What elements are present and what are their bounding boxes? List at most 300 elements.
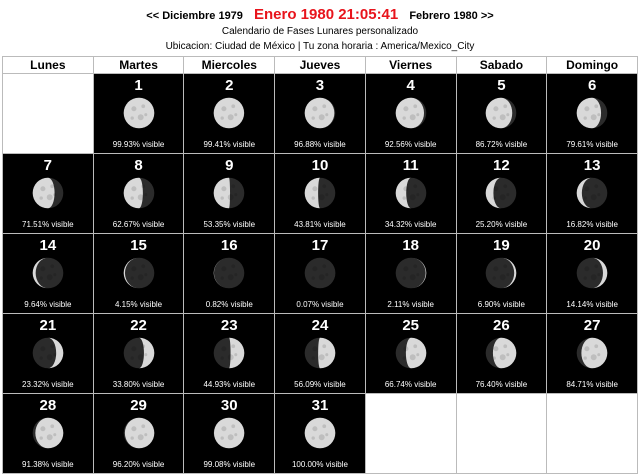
day-cell[interactable]: [275, 394, 366, 474]
moon-crater: [40, 266, 45, 271]
moon-crater: [409, 274, 415, 280]
visibility-percent: 79.61% visible: [566, 140, 618, 149]
visibility-percent: 91.38% visible: [22, 460, 74, 469]
moon-lit-portion: [305, 178, 320, 209]
day-number: 23: [220, 317, 238, 334]
day-number: 24: [311, 317, 329, 334]
moon-crater: [131, 266, 136, 271]
day-number: 4: [406, 77, 415, 94]
moon-phase-icon: [575, 256, 609, 290]
day-number: 31: [311, 397, 329, 414]
moon-crater: [221, 276, 224, 279]
moon-crater: [222, 266, 227, 271]
moon-crater: [322, 264, 326, 268]
moon-crater: [40, 186, 45, 191]
moon-phase-icon: [31, 416, 65, 450]
day-cell[interactable]: [547, 74, 638, 154]
moon-crater: [591, 354, 597, 360]
weekday-thursday: Jueves: [275, 57, 366, 74]
moon-crater: [319, 114, 325, 120]
moon-phase-icon: [122, 256, 156, 290]
moon-crater: [47, 354, 53, 360]
moon-crater: [235, 113, 238, 116]
moon-crater: [39, 196, 42, 199]
moon-crater: [413, 184, 417, 188]
moon-crater: [597, 353, 600, 356]
moon-phase-icon: [575, 176, 609, 210]
day-number: 11: [402, 157, 419, 174]
day-number: 17: [311, 237, 329, 254]
moon-crater: [228, 274, 234, 280]
moon-crater: [47, 274, 53, 280]
moon-crater: [409, 114, 415, 120]
moon-phase-icon: [484, 256, 518, 290]
visibility-percent: 6.90% visible: [477, 300, 525, 309]
moon-crater: [311, 116, 314, 119]
moon-crater: [228, 434, 234, 440]
moon-crater: [228, 114, 234, 120]
moon-phase-icon: [303, 176, 337, 210]
weekday-header-row: [3, 57, 638, 74]
weekday-saturday: Sabado: [456, 57, 547, 74]
day-number: 1: [134, 77, 143, 94]
moon-crater: [53, 353, 56, 356]
moon-phase-icon: [303, 336, 337, 370]
moon-crater: [130, 276, 133, 279]
empty-day-cell: [547, 394, 638, 474]
day-number: 21: [39, 317, 57, 334]
moon-lit-portion: [123, 98, 154, 129]
moon-crater: [235, 193, 238, 196]
day-cell[interactable]: [184, 154, 275, 234]
moon-crater: [597, 113, 600, 116]
moon-crater: [47, 194, 53, 200]
day-number: 14: [39, 237, 57, 254]
moon-crater: [40, 346, 45, 351]
moon-lit-portion: [581, 338, 607, 369]
moon-crater: [584, 276, 587, 279]
moon-phase-icon: [212, 256, 246, 290]
moon-phase-icon: [212, 96, 246, 130]
moon-crater: [235, 433, 238, 436]
day-number: 3: [315, 77, 325, 94]
moon-crater: [494, 106, 499, 111]
day-cell[interactable]: [275, 154, 366, 234]
day-cell[interactable]: [456, 74, 547, 154]
moon-crater: [221, 436, 224, 439]
calendar-header: [0, 0, 640, 56]
day-cell[interactable]: [93, 394, 184, 474]
moon-crater: [319, 354, 325, 360]
visibility-percent: 71.51% visible: [22, 220, 74, 229]
moon-crater: [232, 104, 236, 108]
moon-crater: [591, 114, 597, 120]
current-month-title: Enero 1980 21:05:41: [253, 6, 399, 23]
moon-crater: [500, 274, 506, 280]
moon-crater: [222, 426, 227, 431]
moon-crater: [500, 354, 506, 360]
moon-lit-portion: [33, 178, 55, 209]
day-cell[interactable]: [547, 154, 638, 234]
visibility-percent: 56.09% visible: [294, 380, 346, 389]
visibility-percent: 0.82% visible: [205, 300, 253, 309]
moon-crater: [47, 434, 53, 440]
moon-crater: [504, 184, 508, 188]
weekday-monday: Lunes: [3, 57, 94, 74]
moon-phase-icon: [122, 336, 156, 370]
moon-crater: [141, 104, 145, 108]
day-number: 13: [583, 157, 601, 174]
empty-day-cell: [3, 74, 94, 154]
moon-crater: [131, 186, 136, 191]
moon-crater: [597, 273, 600, 276]
day-cell[interactable]: [3, 234, 94, 314]
moon-crater: [403, 186, 408, 191]
day-number: 2: [225, 77, 234, 94]
moon-crater: [130, 196, 133, 199]
moon-phase-icon: [484, 336, 518, 370]
visibility-percent: 4.15% visible: [114, 300, 163, 309]
day-cell[interactable]: [93, 314, 184, 394]
day-cell[interactable]: [93, 74, 184, 154]
day-number: 15: [130, 237, 147, 254]
moon-crater: [584, 346, 589, 351]
moon-crater: [325, 273, 328, 276]
moon-crater: [493, 356, 496, 359]
moon-lit-portion: [35, 418, 63, 449]
day-number: 16: [220, 237, 238, 254]
visibility-percent: 96.20% visible: [112, 460, 165, 469]
moon-phase-icon: [303, 256, 337, 290]
moon-crater: [40, 426, 45, 431]
moon-crater: [144, 353, 147, 356]
moon-phase-icon: [212, 176, 246, 210]
moon-crater: [402, 276, 405, 279]
moon-crater: [416, 113, 419, 116]
moon-crater: [131, 346, 136, 351]
moon-lit-portion: [395, 98, 423, 129]
moon-crater: [584, 196, 587, 199]
moon-crater: [319, 274, 325, 280]
moon-crater: [311, 436, 314, 439]
prev-month-link[interactable]: << Diciembre 1979: [146, 10, 243, 22]
moon-crater: [413, 264, 417, 268]
weekday-wednesday: Miercoles: [184, 57, 275, 74]
day-cell[interactable]: [365, 314, 456, 394]
moon-crater: [311, 276, 314, 279]
visibility-percent: 99.93% visible: [112, 140, 165, 149]
moon-phase-icon: [122, 176, 156, 210]
moon-crater: [322, 104, 326, 108]
moon-crater: [409, 194, 415, 200]
moon-crater: [584, 106, 589, 111]
moon-phase-icon: [394, 336, 428, 370]
day-cell[interactable]: [3, 394, 94, 474]
moon-crater: [50, 344, 54, 348]
moon-crater: [141, 424, 145, 428]
moon-crater: [39, 436, 42, 439]
visibility-percent: 53.35% visible: [203, 220, 256, 229]
visibility-percent: 34.32% visible: [384, 220, 437, 229]
day-cell[interactable]: [365, 234, 456, 314]
moon-phase-icon: [394, 176, 428, 210]
moon-phase-icon: [122, 416, 156, 450]
visibility-percent: 99.08% visible: [203, 460, 256, 469]
visibility-percent: 43.81% visible: [294, 220, 346, 229]
location-timezone: Ubicacion: Ciudad de México | Tu zona horaria : America/Mexico_City: [165, 41, 475, 52]
next-month-link[interactable]: Febrero 1980 >>: [409, 10, 494, 22]
calendar-body: [3, 74, 638, 474]
moon-crater: [500, 194, 506, 200]
moon-crater: [322, 184, 326, 188]
day-cell[interactable]: [3, 154, 94, 234]
day-number: 7: [43, 157, 53, 174]
moon-crater: [141, 264, 145, 268]
moon-crater: [130, 116, 133, 119]
moon-crater: [50, 424, 54, 428]
moon-crater: [144, 273, 147, 276]
moon-phase-icon: [484, 96, 518, 130]
moon-crater: [221, 196, 224, 199]
moon-phase-icon: [31, 256, 65, 290]
moon-crater: [594, 184, 598, 188]
moon-lit-portion: [486, 98, 513, 129]
weekday-friday: Viernes: [365, 57, 456, 74]
moon-crater: [584, 186, 589, 191]
moon-crater: [312, 186, 317, 191]
moon-crater: [403, 266, 408, 271]
day-number: 19: [493, 237, 510, 254]
moon-crater: [409, 354, 415, 360]
moon-crater: [228, 194, 234, 200]
moon-crater: [144, 193, 147, 196]
day-cell[interactable]: [365, 74, 456, 154]
day-cell[interactable]: [184, 74, 275, 154]
moon-crater: [50, 264, 54, 268]
day-cell[interactable]: [184, 394, 275, 474]
day-cell[interactable]: [275, 74, 366, 154]
moon-crater: [504, 264, 508, 268]
moon-lit-portion: [214, 98, 244, 129]
moon-lit-portion: [493, 338, 516, 369]
moon-crater: [312, 426, 317, 431]
moon-crater: [416, 273, 419, 276]
day-number: 26: [493, 317, 510, 334]
day-number: 8: [134, 157, 143, 174]
moon-crater: [325, 193, 328, 196]
visibility-percent: 100.00% visible: [291, 460, 348, 469]
visibility-percent: 0.07% visible: [296, 300, 344, 309]
moon-crater: [137, 354, 143, 360]
moon-crater: [504, 344, 508, 348]
moon-crater: [319, 194, 325, 200]
visibility-percent: 16.82% visible: [566, 220, 618, 229]
moon-crater: [493, 276, 496, 279]
moon-calendar-table: [2, 56, 638, 474]
moon-crater: [235, 273, 238, 276]
moon-crater: [137, 114, 143, 120]
moon-phase-icon: [31, 336, 65, 370]
empty-day-cell: [365, 394, 456, 474]
visibility-percent: 96.88% visible: [294, 140, 346, 149]
moon-crater: [311, 356, 314, 359]
moon-lit-portion: [229, 338, 244, 369]
moon-phase-icon: [212, 416, 246, 450]
moon-phase-icon: [122, 96, 156, 130]
moon-crater: [413, 104, 417, 108]
moon-crater: [325, 353, 328, 356]
day-cell[interactable]: [547, 234, 638, 314]
moon-lit-portion: [214, 418, 244, 449]
moon-crater: [325, 433, 328, 436]
moon-crater: [507, 353, 510, 356]
month-navigation: [0, 0, 640, 24]
calendar-week-row: [3, 154, 638, 234]
moon-crater: [130, 356, 133, 359]
calendar-subtitle: Calendario de Fases Lunares personalizado: [221, 26, 419, 37]
moon-crater: [591, 274, 597, 280]
moon-crater: [222, 186, 227, 191]
moon-dark-disc: [214, 258, 245, 289]
moon-crater: [311, 196, 314, 199]
moon-lit-portion: [577, 98, 601, 129]
moon-phase-icon: [394, 256, 428, 290]
day-cell[interactable]: [93, 234, 184, 314]
day-cell[interactable]: [456, 154, 547, 234]
moon-crater: [232, 424, 236, 428]
moon-crater: [319, 434, 325, 440]
moon-crater: [594, 104, 598, 108]
moon-crater: [416, 193, 419, 196]
moon-phase-icon: [303, 416, 337, 450]
moon-crater: [235, 353, 238, 356]
visibility-percent: 14.14% visible: [566, 300, 618, 309]
moon-crater: [507, 273, 510, 276]
day-cell[interactable]: [184, 314, 275, 394]
visibility-percent: 2.11% visible: [387, 300, 434, 309]
moon-crater: [591, 194, 597, 200]
moon-crater: [312, 106, 317, 111]
day-cell[interactable]: [275, 314, 366, 394]
day-number: 12: [493, 157, 510, 174]
moon-phase-icon: [31, 176, 65, 210]
moon-crater: [39, 356, 42, 359]
moon-crater: [53, 193, 56, 196]
moon-crater: [322, 424, 326, 428]
moon-crater: [131, 426, 136, 431]
moon-crater: [53, 433, 56, 436]
moon-crater: [222, 346, 227, 351]
visibility-percent: 25.20% visible: [475, 220, 528, 229]
moon-crater: [39, 276, 42, 279]
moon-crater: [221, 356, 224, 359]
moon-crater: [130, 436, 133, 439]
moon-lit-portion: [124, 418, 153, 449]
moon-phase-icon: [484, 176, 518, 210]
moon-crater: [228, 354, 234, 360]
moon-crater: [402, 196, 405, 199]
moon-crater: [222, 106, 227, 111]
moon-crater: [221, 116, 224, 119]
visibility-percent: 84.71% visible: [566, 380, 618, 389]
day-cell[interactable]: [456, 234, 547, 314]
moon-lit-portion: [123, 178, 142, 209]
moon-crater: [325, 113, 328, 116]
moon-crater: [416, 353, 419, 356]
moon-crater: [493, 116, 496, 119]
day-number: 30: [220, 397, 238, 414]
moon-lit-portion: [406, 338, 426, 369]
moon-phase-icon: [575, 336, 609, 370]
moon-crater: [402, 356, 405, 359]
day-number: 10: [311, 157, 329, 174]
calendar-week-row: [3, 74, 638, 154]
moon-crater: [403, 346, 408, 351]
moon-crater: [312, 346, 317, 351]
day-number: 29: [130, 397, 147, 414]
moon-crater: [507, 113, 510, 116]
moon-crater: [141, 344, 145, 348]
visibility-percent: 9.64% visible: [24, 300, 72, 309]
day-number: 18: [402, 237, 419, 254]
moon-crater: [232, 184, 236, 188]
moon-crater: [594, 344, 598, 348]
day-cell[interactable]: [3, 314, 94, 394]
moon-lit-portion: [214, 178, 230, 209]
day-number: 27: [583, 317, 601, 334]
weekday-sunday: Domingo: [547, 57, 638, 74]
moon-crater: [322, 344, 326, 348]
moon-crater: [500, 114, 506, 120]
moon-crater: [403, 106, 408, 111]
moon-phase-icon: [303, 96, 337, 130]
moon-crater: [494, 186, 499, 191]
moon-crater: [144, 113, 147, 116]
visibility-percent: 76.40% visible: [475, 380, 528, 389]
day-cell[interactable]: [456, 314, 547, 394]
moon-crater: [494, 266, 499, 271]
moon-crater: [312, 266, 317, 271]
day-number: 22: [130, 317, 147, 334]
visibility-percent: 86.72% visible: [475, 140, 528, 149]
moon-crater: [584, 116, 587, 119]
moon-crater: [504, 104, 508, 108]
moon-crater: [402, 116, 405, 119]
moon-crater: [137, 194, 143, 200]
visibility-percent: 99.41% visible: [203, 140, 256, 149]
day-cell[interactable]: [365, 154, 456, 234]
day-number: 9: [225, 157, 234, 174]
day-cell[interactable]: [93, 154, 184, 234]
moon-crater: [131, 106, 136, 111]
calendar-week-row: [3, 314, 638, 394]
day-cell[interactable]: [547, 314, 638, 394]
moon-lit-portion: [305, 98, 335, 129]
day-cell[interactable]: [275, 234, 366, 314]
moon-crater: [597, 193, 600, 196]
visibility-percent: 23.32% visible: [22, 380, 74, 389]
moon-crater: [137, 274, 143, 280]
weekday-tuesday: Martes: [93, 57, 184, 74]
moon-crater: [141, 184, 145, 188]
visibility-percent: 92.56% visible: [384, 140, 437, 149]
moon-phase-icon: [212, 336, 246, 370]
day-number: 28: [39, 397, 57, 414]
moon-crater: [50, 184, 54, 188]
moon-phase-icon: [394, 96, 428, 130]
day-cell[interactable]: [184, 234, 275, 314]
moon-crater: [507, 193, 510, 196]
